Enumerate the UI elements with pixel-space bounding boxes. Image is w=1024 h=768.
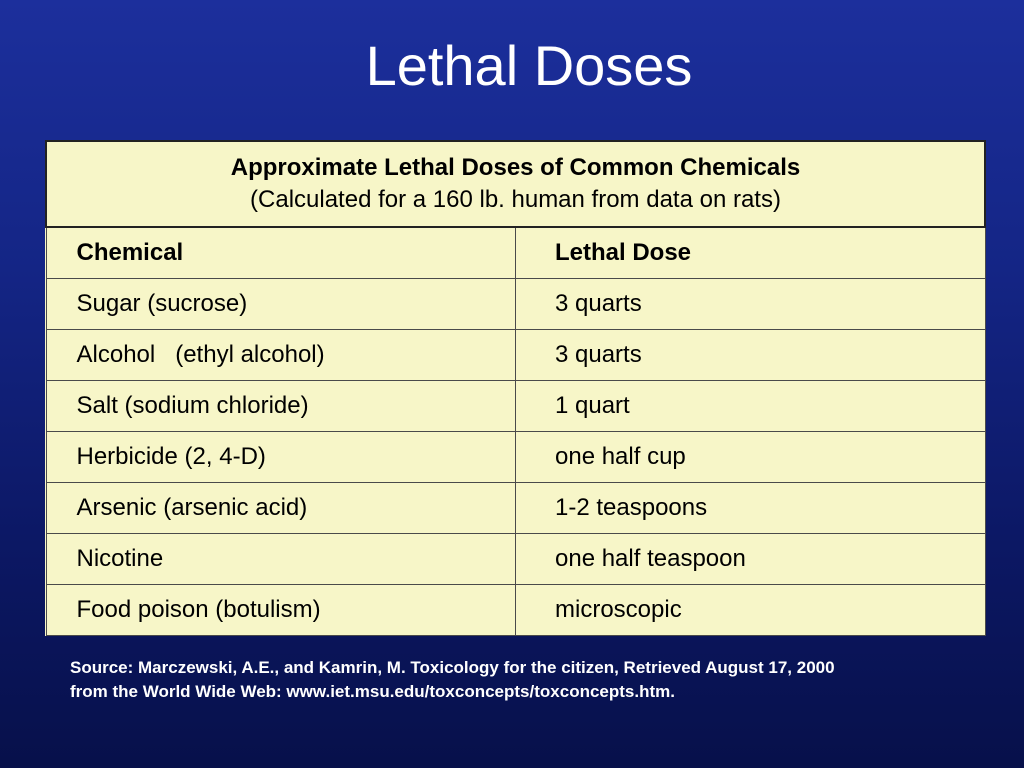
table-row — [46, 534, 985, 585]
source-citation-line: Source: Marczewski, A.E., and Kamrin, M. Toxicology for the citizen, Retrieved August 17, 2000 — [70, 658, 835, 677]
table-row — [46, 279, 985, 330]
chemical-cell: Arsenic (arsenic acid) — [46, 483, 516, 534]
table-caption-subtitle: (Calculated for a 160 lb. human from data on rats) — [250, 186, 781, 213]
column-header-lethal-dose: Lethal Dose — [516, 227, 986, 279]
table-row — [46, 585, 985, 636]
lethal-dose-cell: 3 quarts — [516, 279, 986, 330]
table-row — [46, 381, 985, 432]
lethal-dose-cell: one half teaspoon — [516, 534, 986, 585]
chemical-cell: Sugar (sucrose) — [46, 279, 516, 330]
table-caption — [46, 141, 985, 227]
chemical-cell: Alcohol (ethyl alcohol) — [46, 330, 516, 381]
lethal-dose-cell: 1 quart — [516, 381, 986, 432]
lethal-dose-cell: 1-2 teaspoons — [516, 483, 986, 534]
table-caption-title: Approximate Lethal Doses of Common Chemicals — [230, 154, 801, 181]
table-caption-row — [46, 141, 985, 227]
chemical-cell: Herbicide (2, 4-D) — [46, 432, 516, 483]
chemical-cell: Salt (sodium chloride) — [46, 381, 516, 432]
table-row — [46, 432, 985, 483]
chemical-cell: Food poison (botulism) — [46, 585, 516, 636]
table-header-row — [46, 227, 985, 279]
lethal-dose-cell: 3 quarts — [516, 330, 986, 381]
lethal-dose-cell: one half cup — [516, 432, 986, 483]
chemical-cell: Nicotine — [46, 534, 516, 585]
column-header-chemical: Chemical — [46, 227, 516, 279]
source-citation — [70, 656, 990, 704]
table-row — [46, 330, 985, 381]
lethal-doses-table-container — [45, 140, 986, 636]
lethal-doses-table — [45, 140, 986, 636]
lethal-dose-cell: microscopic — [516, 585, 986, 636]
slide-title: Lethal Doses — [365, 34, 693, 97]
table-row — [46, 483, 985, 534]
source-citation-line: from the World Wide Web: www.iet.msu.edu/toxconcepts/toxconcepts.htm. — [70, 682, 675, 701]
